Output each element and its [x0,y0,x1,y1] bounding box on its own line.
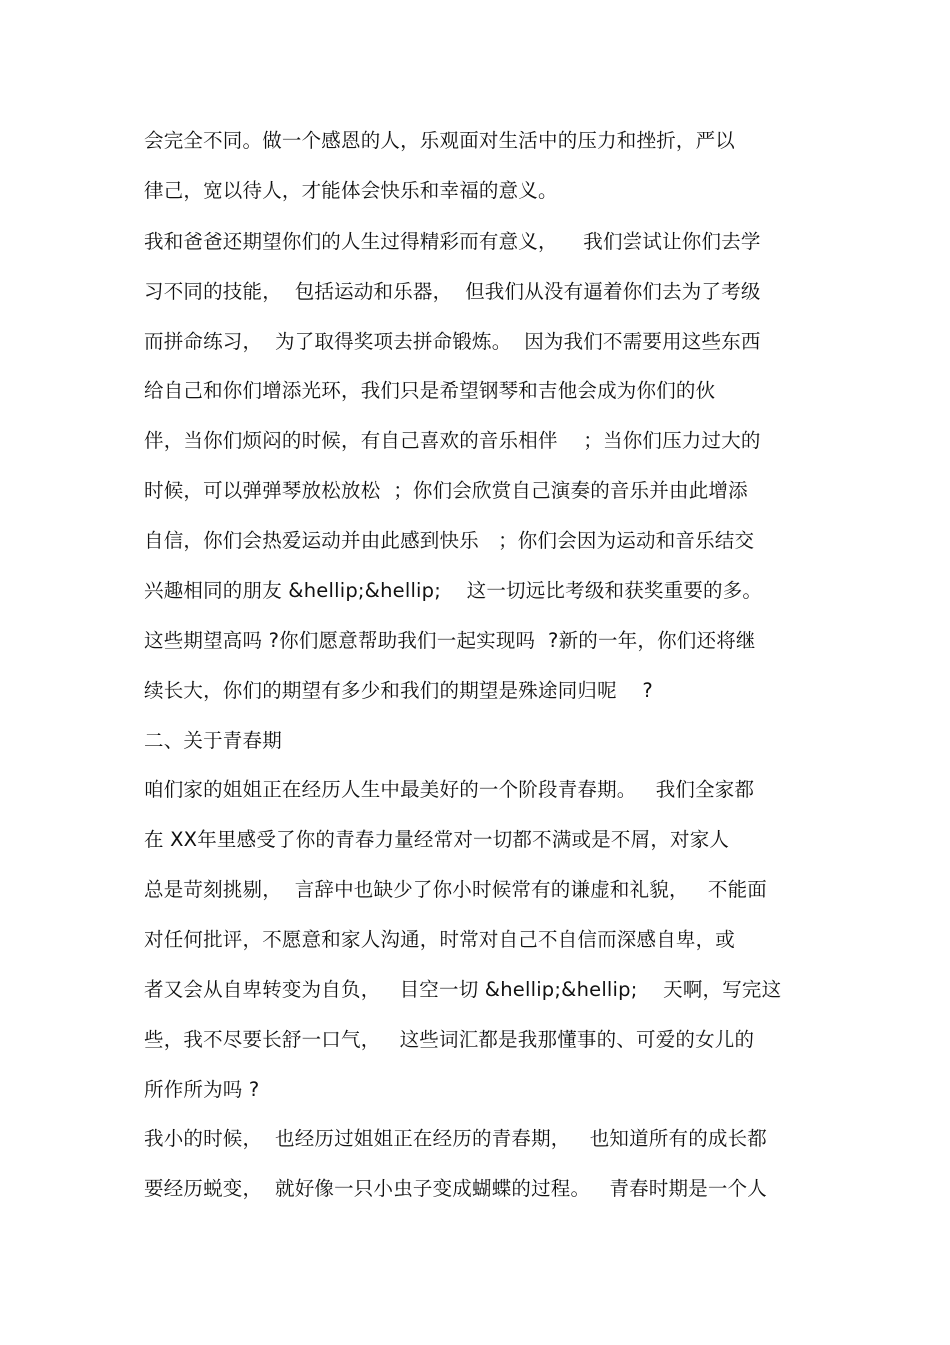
text-line: 续长大，你们的期望有多少和我们的期望是殊途同归呢 ? [144,679,653,702]
text-line: 给自己和你们增添光环，我们只是希望钢琴和吉他会成为你们的伙 [144,379,716,402]
text-line: 所作所为吗 ? [144,1078,260,1101]
text-line: 习不同的技能， 包括运动和乐器， 但我们从没有逼着你们去为了考级 [144,280,761,303]
text-line: 兴趣相同的朋友 &hellip;&hellip; 这一切远比考级和获奖重要的多。 [144,579,763,602]
text-line: 我小的时候， 也经历过姐姐正在经历的青春期， 也知道所有的成长都 [144,1127,767,1150]
text-line: 这些期望高吗 ?你们愿意帮助我们一起实现吗 ?新的一年，你们还将继 [144,629,756,652]
text-line: 在 XX年里感受了你的青春力量经常对一切都不满或是不屑，对家人 [144,828,730,851]
text-line: 而拼命练习， 为了取得奖项去拼命锻炼。 因为我们不需要用这些东西 [144,330,761,353]
section-heading: 二、关于青春期 [144,729,282,752]
text-line: 会完全不同。做一个感恩的人，乐观面对生活中的压力和挫折，严以 [144,129,736,152]
text-line: 些，我不尽要长舒一口气， 这些词汇都是我那懂事的、可爱的女儿的 [144,1028,755,1051]
text-line: 时候，可以弹弹琴放松放松 ；你们会欣赏自己演奏的音乐并由此增添 [144,479,748,502]
text-line: 自信，你们会热爱运动并由此感到快乐 ；你们会因为运动和音乐结交 [144,529,755,552]
text-line: 对任何批评，不愿意和家人沟通，时常对自己不自信而深感自卑，或 [144,928,736,951]
text-line: 律己，宽以待人，才能体会快乐和幸福的意义。 [144,179,558,202]
text-line: 者又会从自卑转变为自负， 目空一切 &hellip;&hellip; 天啊，写完这 [144,978,782,1001]
text-line: 我和爸爸还期望你们的人生过得精彩而有意义， 我们尝试让你们去学 [144,230,761,253]
text-line: 咱们家的姐姐正在经历人生中最美好的一个阶段青春期。 我们全家都 [144,778,755,801]
text-line: 伴，当你们烦闷的时候，有自己喜欢的音乐相伴 ；当你们压力过大的 [144,429,761,452]
text-line: 要经历蜕变， 就好像一只小虫子变成蝴蝶的过程。 青春时期是一个人 [144,1177,767,1200]
text-line: 总是苛刻挑剔， 言辞中也缺少了你小时候常有的谦虚和礼貌， 不能面 [144,878,767,901]
